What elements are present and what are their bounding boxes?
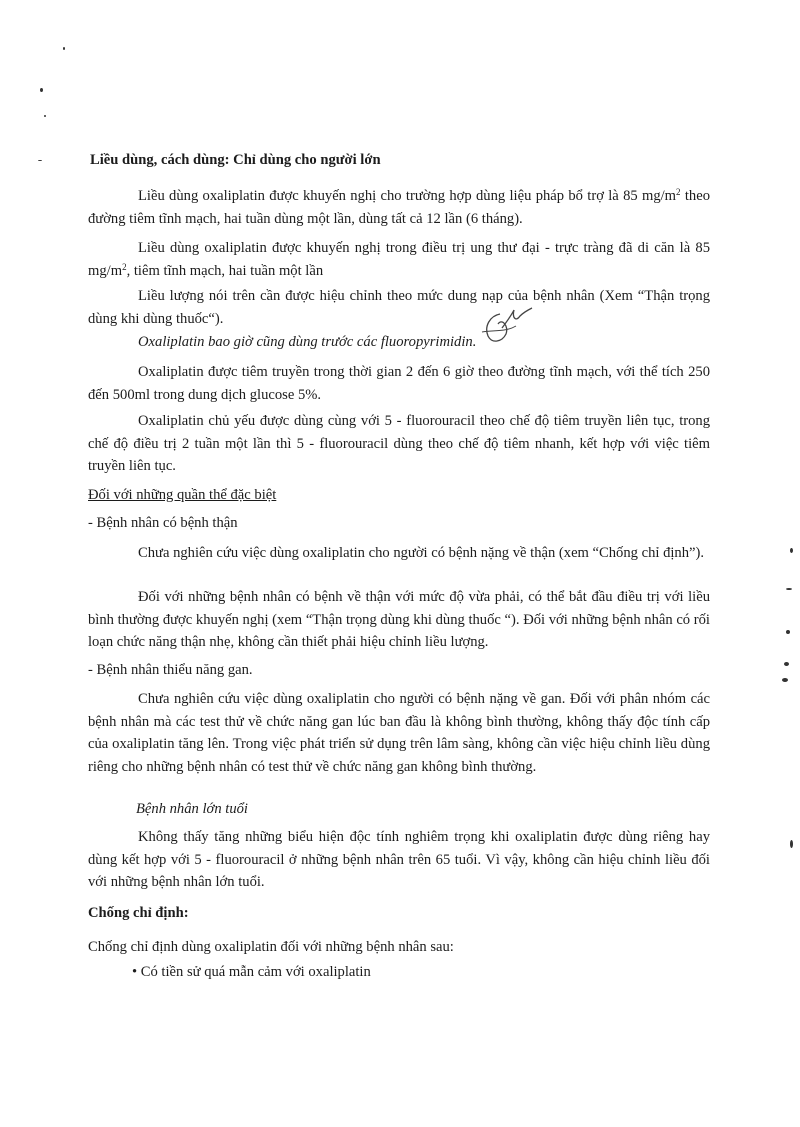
renal-paragraph-2: Đối với những bệnh nhân có bệnh về thận với mức độ vừa phải, có thể bắt đầu điều trị với liều bình thường được khuyến nghị (xem “Thận trọng dùng khi dùng thuốc “). Đối với những bệnh nhân có rối loạn chức năng thận nhẹ, không cần thiết phải hiệu chỉnh liều lượng. [88,589,710,651]
dosage-paragraph-3: Liều lượng nói trên cần được hiệu chỉnh theo mức dung nạp của bệnh nhân (Xem “Thận trọng dùng khi dùng thuốc“). [88,288,710,327]
dosage-p2-superscript: 2 [122,261,127,272]
dosage-p1-text-end: theo đường tiêm tĩnh mạch, hai tuần dùng một lần, dùng tất cả 12 lần (6 tháng). [88,188,710,227]
handwritten-signature [472,302,534,350]
renal-paragraph-1: Chưa nghiên cứu việc dùng oxaliplatin cho người có bệnh nặng về thận (xem “Chống chỉ định”). [138,545,705,561]
dosage-p2-text-end: , tiêm tĩnh mạch, hai tuần một lần [126,262,324,279]
elderly-paragraph-1: Không thấy tăng những biểu hiện độc tính nghiêm trọng khi oxaliplatin được dùng riêng hay dùng kết hợp với 5 - fluorouracil ở những bệnh nhân trên 65 tuổi. Vì vậy, không cần hiệu chỉnh liều đối với những bệnh nhân lớn tuổi. [88,829,710,891]
scan-speck [782,678,788,682]
dosage-p2-text: Liều dùng oxaliplatin được khuyến nghị trong điều trị ung thư đại - trực tràng đã di căn là 85 mg/m [88,240,710,279]
scan-speck [784,662,789,666]
renal-heading: - Bệnh nhân có bệnh thận [88,515,238,531]
dosage-paragraph-1 [88,185,710,230]
scan-speck [63,47,65,50]
heading-subtitle: Chỉ dùng cho người lớn [233,152,381,168]
scan-speck [790,548,793,553]
scan-speck [44,115,46,117]
scan-speck [786,588,792,590]
dosage-paragraph-5: Oxaliplatin được tiêm truyền trong thời gian 2 đến 6 giờ theo đường tĩnh mạch, với thể tích 250 đến 500ml trong dung dịch glucose 5%. [88,364,710,403]
dosage-paragraph-6: Oxaliplatin chủ yếu được dùng cùng với 5 - fluorouracil theo chế độ tiêm truyền liên tục, trong chế độ điều trị 2 tuần một lần thì 5 - fluorouracil dùng theo chế độ tiêm nhanh, kết hợp với việc tiêm truyền liên tục. [88,413,710,475]
dosage-paragraph-2 [88,237,710,282]
contraindications-heading: Chống chỉ định: [88,905,189,921]
scan-speck [40,88,43,92]
scan-speck [786,630,790,634]
section-heading-dosage [90,150,381,170]
heading-title: Liều dùng, cách dùng: [90,152,230,168]
scan-speck [790,840,793,848]
dosage-paragraph-4: Oxaliplatin bao giờ cũng dùng trước các fluoropyrimidin. [138,334,477,350]
scan-speck [38,160,42,161]
elderly-heading: Bệnh nhân lớn tuổi [136,801,248,817]
dosage-p1-superscript: 2 [676,187,681,197]
special-populations-heading: Đối với những quần thể đặc biệt [88,487,277,503]
liver-paragraph-1: Chưa nghiên cứu việc dùng oxaliplatin cho người có bệnh nặng về gan. Đối với phân nhóm các bệnh nhân mà các test thử về chức năng gan lúc ban đầu là không bình thường, không thấy độc tính cấp của oxaliplatin tăng lên. Trong việc phát triển sử dụng trên lâm sàng, không cần việc hiệu chỉnh liều dùng riêng cho những bệnh nhân có test thử về chức năng gan không bình thường. [88,691,710,775]
dosage-p1-text: Liều dùng oxaliplatin được khuyến nghị cho trường hợp dùng liệu pháp bổ trợ là 85 mg/m [138,188,677,204]
contraindications-intro: Chống chỉ định dùng oxaliplatin đối với những bệnh nhân sau: [88,939,454,955]
liver-heading: - Bệnh nhân thiểu năng gan. [88,662,253,678]
contraindication-bullet-1: • Có tiền sử quá mẫn cảm với oxaliplatin [132,964,371,980]
